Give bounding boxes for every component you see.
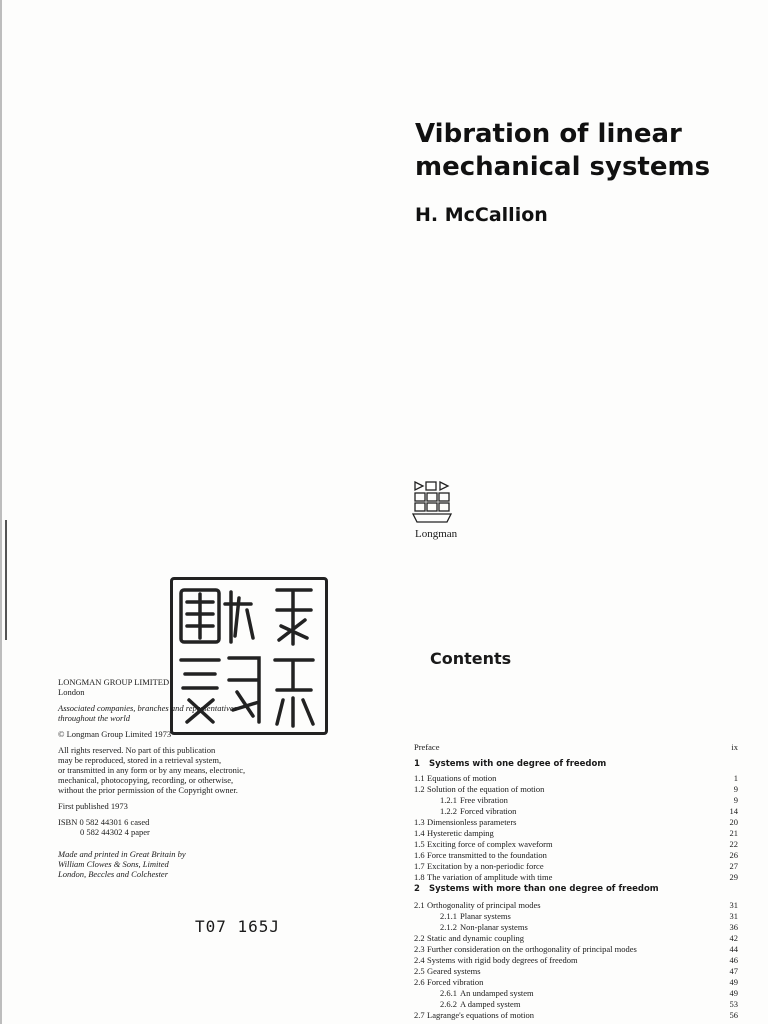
toc-row: [414, 911, 738, 922]
toc-row: [414, 999, 738, 1010]
imprint-associated-1: Associated companies, branches and representatives: [58, 703, 238, 713]
toc-page-number: 42: [729, 933, 738, 943]
toc-section-number: 2.6.1: [440, 988, 457, 998]
toc-section-number: 2.7: [414, 1010, 425, 1020]
toc-section-number: 1.2.1: [440, 795, 457, 805]
toc-page-number: 53: [729, 999, 738, 1009]
toc-row: [414, 861, 738, 872]
toc-chapter-row: [414, 759, 738, 770]
toc-row: [414, 955, 738, 966]
toc-section-number: 2.1: [414, 900, 425, 910]
imprint-isbn-cased: ISBN 0 582 44301 6 cased: [58, 817, 150, 827]
longman-ship-logo-icon: [412, 480, 452, 525]
toc-row: [414, 977, 738, 988]
toc-entry-title: Orthogonality of principal modes: [427, 900, 541, 910]
imprint-printed-1: Made and printed in Great Britain by: [58, 849, 186, 859]
toc-section-number: 1.8: [414, 872, 425, 882]
toc-row: [414, 784, 738, 795]
toc-section-number: 2.6: [414, 977, 425, 987]
toc-page-number: 31: [729, 911, 738, 921]
imprint-copyright: © Longman Group Limited 1973: [58, 729, 172, 739]
book-title-line-2: mechanical systems: [415, 152, 711, 182]
toc-entry-title: Hysteretic damping: [427, 828, 494, 838]
toc-row: [414, 773, 738, 784]
book-title-line-1: Vibration of linear: [415, 119, 682, 149]
toc-entry-title: A damped system: [460, 999, 521, 1009]
toc-page-number: 1: [733, 773, 738, 783]
toc-section-number: 1.2: [414, 784, 425, 794]
imprint-associated-2: throughout the world: [58, 713, 130, 723]
book-title: [415, 118, 755, 184]
imprint-first-published: First published 1973: [58, 801, 128, 811]
toc-section-number: 1.4: [414, 828, 425, 838]
toc-entry-title: Geared systems: [427, 966, 481, 976]
toc-chapter-row: [414, 884, 738, 895]
toc-page-number: 49: [729, 988, 738, 998]
toc-page-number: 47: [729, 966, 738, 976]
toc-entry-title: Non-planar systems: [460, 922, 528, 932]
imprint-company: LONGMAN GROUP LIMITED: [58, 677, 170, 687]
toc-entry-title: Exciting force of complex waveform: [427, 839, 553, 849]
toc-row: [414, 988, 738, 999]
toc-entry-title: Systems with rigid body degrees of freedom: [427, 955, 578, 965]
toc-row: [414, 806, 738, 817]
copyright-imprint: [58, 677, 358, 879]
toc-row: [414, 900, 738, 911]
toc-section-number: 2: [414, 884, 420, 894]
imprint-city: London: [58, 687, 85, 697]
toc-entry-title: Lagrange's equations of motion: [427, 1010, 535, 1020]
toc-entry-title: An undamped system: [460, 988, 534, 998]
toc-row: [414, 922, 738, 933]
page-edge-shadow: [5, 520, 7, 640]
toc-page-number: 9: [733, 795, 738, 805]
toc-entry-title: Planar systems: [460, 911, 511, 921]
catalog-number: T07 165J: [195, 917, 281, 936]
toc-row: [414, 850, 738, 861]
imprint-rights-4: mechanical, photocopying, recording, or otherwise,: [58, 775, 234, 785]
toc-page-number: 14: [729, 806, 738, 816]
toc-row: [414, 817, 738, 828]
toc-page-number: 20: [729, 817, 738, 827]
toc-entry-title: Equations of motion: [427, 773, 497, 783]
toc-row: [414, 839, 738, 850]
toc-section-number: 2.1.2: [440, 922, 457, 932]
toc-row: [414, 944, 738, 955]
toc-row: [414, 795, 738, 806]
imprint-rights-1: All rights reserved. No part of this publication: [58, 745, 216, 755]
toc-page-number: 46: [729, 955, 738, 965]
toc-page-number: 9: [733, 784, 738, 794]
toc-entry-title: Forced vibration: [460, 806, 517, 816]
toc-page-number: 27: [729, 861, 738, 871]
contents-heading: Contents: [430, 649, 512, 668]
toc-entry-title: Systems with one degree of freedom: [429, 759, 607, 769]
toc-page-number: 56: [729, 1010, 738, 1020]
publisher-name: Longman: [415, 528, 458, 540]
toc-section-number: 1: [414, 759, 420, 769]
toc-page-number: 29: [729, 872, 738, 882]
toc-section-number: 1.5: [414, 839, 425, 849]
toc-entry-title: Preface: [414, 742, 440, 752]
toc-entry-title: Excitation by a non-periodic force: [427, 861, 544, 871]
toc-section-number: 1.2.2: [440, 806, 457, 816]
toc-entry-title: Systems with more than one degree of freedom: [429, 884, 659, 894]
toc-entry-title: The variation of amplitude with time: [427, 872, 553, 882]
toc-section-number: 1.6: [414, 850, 425, 860]
imprint-rights-3: or transmitted in any form or by any means, electronic,: [58, 765, 246, 775]
toc-entry-title: Forced vibration: [427, 977, 484, 987]
toc-row: [414, 933, 738, 944]
toc-row: [414, 742, 738, 753]
imprint-rights-2: may be reproduced, stored in a retrieval system,: [58, 755, 222, 765]
imprint-printed-3: London, Beccles and Colchester: [58, 869, 169, 879]
page-edge: [0, 0, 2, 1024]
toc-entry-title: Force transmitted to the foundation: [427, 850, 547, 860]
toc-entry-title: Further consideration on the orthogonality of principal modes: [427, 944, 637, 954]
toc-page-number: 22: [729, 839, 738, 849]
imprint-isbn-paper: 0 582 44302 4 paper: [80, 827, 150, 837]
toc-section-number: 1.3: [414, 817, 425, 827]
toc-section-number: 2.5: [414, 966, 425, 976]
toc-row: [414, 828, 738, 839]
toc-page-number: 26: [729, 850, 738, 860]
toc-page-number: 44: [729, 944, 738, 954]
toc-page-number: ix: [731, 742, 738, 752]
book-author: H. McCallion: [415, 204, 548, 226]
toc-row: [414, 872, 738, 883]
toc-section-number: 1.1: [414, 773, 425, 783]
toc-row: [414, 966, 738, 977]
toc-section-number: 2.6.2: [440, 999, 457, 1009]
toc-section-number: 2.3: [414, 944, 425, 954]
toc-section-number: 2.1.1: [440, 911, 457, 921]
toc-page-number: 21: [729, 828, 738, 838]
toc-entry-title: Free vibration: [460, 795, 508, 805]
toc-section-number: 2.2: [414, 933, 425, 943]
toc-page-number: 31: [729, 900, 738, 910]
toc-section-number: 1.7: [414, 861, 425, 871]
toc-section-number: 2.4: [414, 955, 425, 965]
imprint-rights-5: without the prior permission of the Copyright owner.: [58, 785, 238, 795]
toc-page-number: 36: [729, 922, 738, 932]
toc-entry-title: Solution of the equation of motion: [427, 784, 545, 794]
imprint-printed-2: William Clowes & Sons, Limited: [58, 859, 169, 869]
toc-page-number: 49: [729, 977, 738, 987]
toc-entry-title: Dimensionless parameters: [427, 817, 517, 827]
toc-entry-title: Static and dynamic coupling: [427, 933, 525, 943]
toc-row: [414, 1010, 738, 1021]
